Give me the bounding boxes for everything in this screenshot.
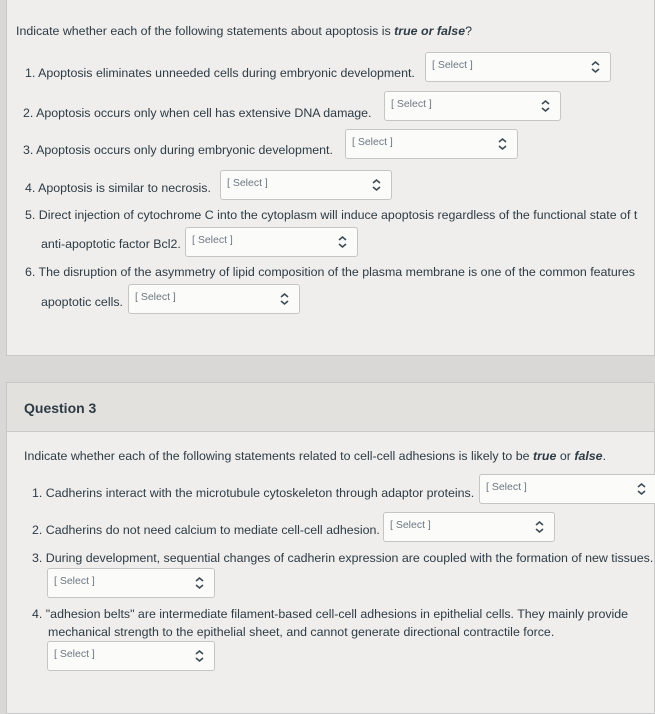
chevron-updown-icon bbox=[535, 520, 544, 534]
select-placeholder: [ Select ] bbox=[54, 648, 95, 660]
q2-answer-select-4[interactable] bbox=[220, 170, 392, 200]
select-placeholder: [ Select ] bbox=[135, 291, 176, 303]
q2-answer-select-2[interactable] bbox=[384, 91, 561, 121]
chevron-updown-icon bbox=[338, 235, 347, 249]
select-placeholder: [ Select ] bbox=[486, 481, 527, 493]
chevron-updown-icon bbox=[637, 482, 646, 496]
q3-statement-1: 1. Cadherins interact with the microtubule cytoskeleton through adaptor proteins. bbox=[32, 486, 475, 500]
q3-statement-3: 3. During development, sequential changes of cadherin expression are coupled with the formation of new tissues. bbox=[32, 551, 654, 565]
chevron-updown-icon bbox=[498, 137, 507, 151]
instructions-text: Indicate whether each of the following statements related to cell-cell adhesions is likely to be bbox=[24, 449, 533, 463]
q2-statement-4: 4. Apoptosis is similar to necrosis. bbox=[25, 181, 211, 195]
instructions-end: . bbox=[602, 449, 607, 463]
select-placeholder: [ Select ] bbox=[432, 59, 473, 71]
q2-statement-1: 1. Apoptosis eliminates unneeded cells during embryonic development. bbox=[25, 66, 415, 80]
select-placeholder: [ Select ] bbox=[227, 177, 268, 189]
chevron-updown-icon bbox=[280, 292, 289, 306]
q3-statement-4-cont: mechanical strength to the epithelial sheet, and cannot generate directional contractile force. bbox=[48, 625, 555, 639]
q3-answer-select-4[interactable] bbox=[47, 641, 215, 671]
q3-answer-select-3[interactable] bbox=[47, 568, 215, 598]
q2-statement-6-cont: apoptotic cells. bbox=[41, 295, 123, 309]
q2-answer-select-1[interactable] bbox=[425, 52, 611, 82]
chevron-updown-icon bbox=[372, 178, 381, 192]
q2-statement-5: 5. Direct injection of cytochrome C into the cytoplasm will induce apoptosis regardless of the functional state of t bbox=[25, 208, 638, 222]
question-3-title: Question 3 bbox=[24, 400, 97, 416]
question-3-header bbox=[7, 383, 654, 432]
q2-statement-3: 3. Apoptosis occurs only during embryonic development. bbox=[23, 143, 333, 157]
select-placeholder: [ Select ] bbox=[352, 136, 393, 148]
q3-answer-select-1[interactable] bbox=[479, 474, 655, 504]
chevron-updown-icon bbox=[541, 99, 550, 113]
q3-statement-2: 2. Cadherins do not need calcium to mediate cell-cell adhesion. bbox=[32, 523, 380, 537]
instructions-end: ? bbox=[465, 24, 472, 38]
question-2-instructions bbox=[16, 24, 472, 38]
select-placeholder: [ Select ] bbox=[391, 98, 432, 110]
q3-answer-select-2[interactable] bbox=[383, 512, 555, 542]
question-3-instructions bbox=[24, 449, 606, 463]
q2-statement-6: 6. The disruption of the asymmetry of lipid composition of the plasma membrane is one of the common features bbox=[25, 265, 635, 279]
q2-answer-select-3[interactable] bbox=[345, 129, 518, 159]
q2-answer-select-6[interactable] bbox=[128, 284, 300, 314]
instructions-true: true bbox=[532, 449, 557, 463]
q2-statement-5-cont: anti-apoptotic factor Bcl2. bbox=[41, 237, 181, 251]
instructions-false: false bbox=[574, 449, 603, 463]
q2-answer-select-5[interactable] bbox=[185, 227, 358, 257]
select-placeholder: [ Select ] bbox=[192, 234, 233, 246]
chevron-updown-icon bbox=[591, 60, 600, 74]
instructions-emphasis: true or false bbox=[394, 24, 466, 38]
question-2-card bbox=[6, 0, 655, 356]
select-placeholder: [ Select ] bbox=[390, 519, 431, 531]
chevron-updown-icon bbox=[195, 649, 204, 663]
q3-statement-4: 4. "adhesion belts" are intermediate filament-based cell-cell adhesions in epithelial cells. They mainly provide bbox=[32, 607, 629, 621]
instructions-text: Indicate whether each of the following statements about apoptosis is bbox=[16, 24, 395, 38]
question-3-card bbox=[6, 382, 655, 714]
select-placeholder: [ Select ] bbox=[54, 575, 95, 587]
q2-statement-2: 2. Apoptosis occurs only when cell has extensive DNA damage. bbox=[23, 106, 372, 120]
instructions-or: or bbox=[556, 449, 575, 463]
chevron-updown-icon bbox=[195, 576, 204, 590]
